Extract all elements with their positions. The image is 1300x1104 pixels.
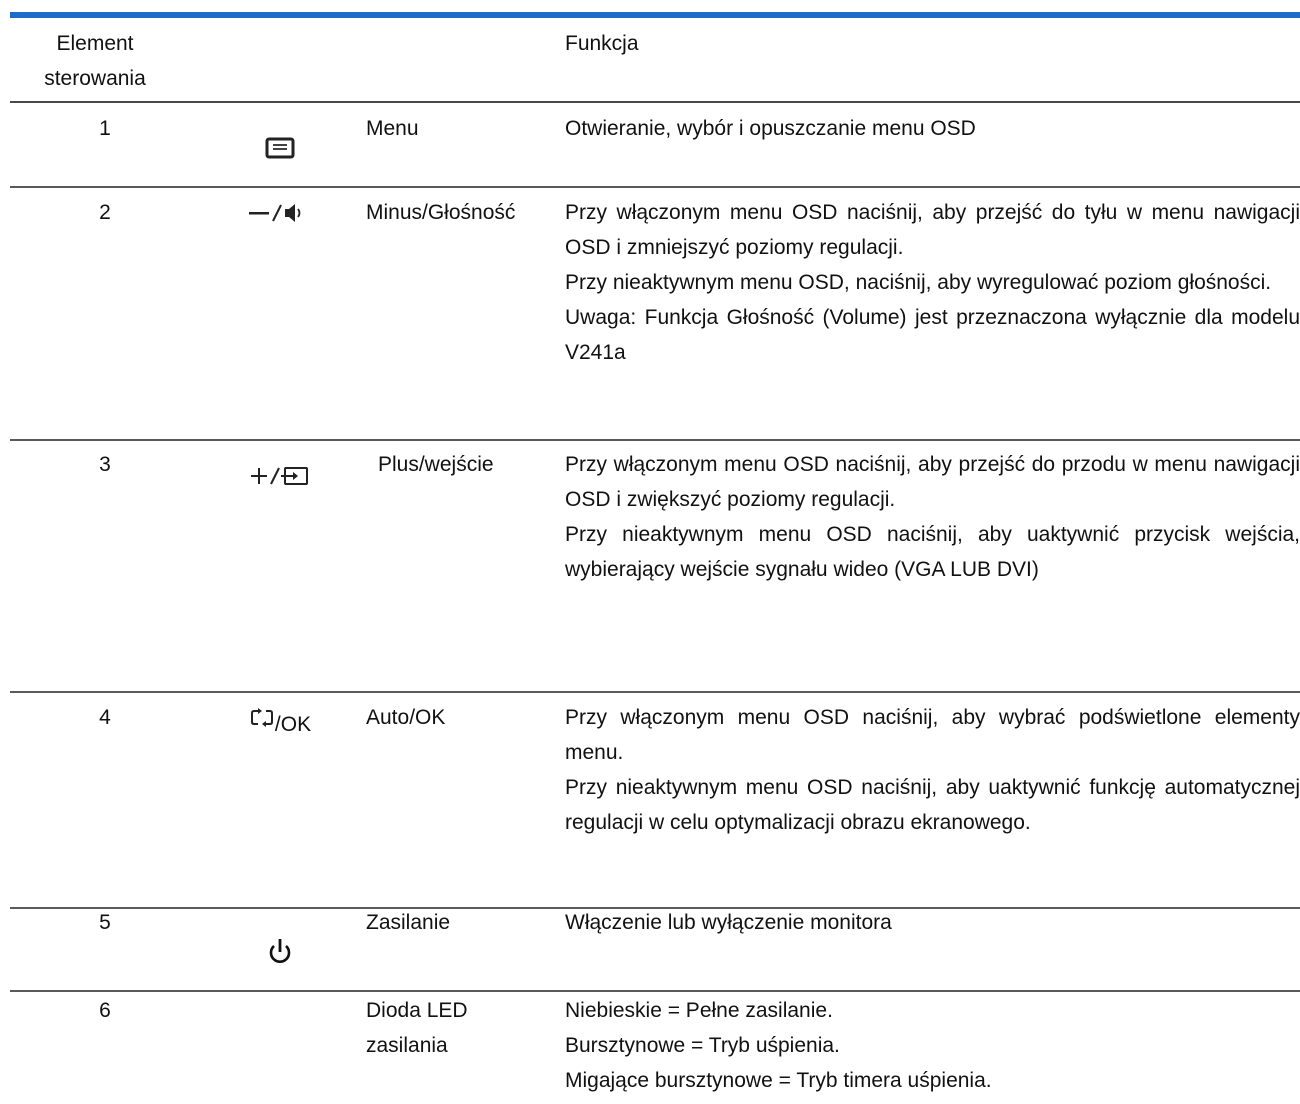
function-description: Otwieranie, wybór i opuszczanie menu OSD bbox=[565, 117, 976, 140]
function-description: Przy włączonym menu OSD naciśnij, aby przejść do przodu w menu nawigacji OSD i zwiększyć poziomy regulacji. Przy nieaktywnym menu OSD naciśnij, aby uaktywnić przycisk wejścia, wybierający wejście sygnału wideo (VGA LUB DVI) bbox=[565, 453, 1300, 581]
row-divider bbox=[10, 691, 1300, 693]
ok-label: /OK bbox=[274, 713, 312, 736]
power-icon bbox=[200, 937, 360, 967]
function-description: Niebieskie = Pełne zasilanie. Bursztynowe = Tryb uśpienia. Migające bursztynowe = Tryb timera uśpienia. bbox=[565, 999, 992, 1092]
function-description: Włączenie lub wyłączenie monitora bbox=[565, 911, 892, 934]
row-divider bbox=[10, 439, 1300, 441]
column-header-element: Element sterowania bbox=[44, 32, 146, 90]
column-header-function: Funkcja bbox=[565, 32, 639, 55]
plus-input-icon bbox=[200, 463, 360, 489]
control-name: Auto/OK bbox=[366, 706, 446, 729]
control-name: Minus/Głośność bbox=[366, 201, 516, 224]
row-number: 6 bbox=[99, 999, 111, 1022]
menu-icon bbox=[200, 136, 360, 160]
row-number: 2 bbox=[99, 201, 111, 224]
header-divider bbox=[10, 101, 1300, 103]
control-name: Plus/wejście bbox=[378, 453, 494, 476]
control-name: Dioda LED zasilania bbox=[366, 999, 468, 1057]
table-top-rule bbox=[10, 12, 1300, 18]
control-name: Zasilanie bbox=[366, 911, 451, 934]
function-description: Przy włączonym menu OSD naciśnij, aby wybrać podświetlone elementy menu. Przy nieaktywnym menu OSD naciśnij, aby uaktywnić funkcję automatycznej regulacji w celu optymalizacji obrazu ekranowego. bbox=[565, 706, 1300, 834]
minus-volume-icon bbox=[200, 201, 360, 225]
function-description: Przy włączonym menu OSD naciśnij, aby przejść do tyłu w menu nawigacji OSD i zmniejszyć poziomy regulacji. Przy nieaktywnym menu OSD, naciśnij, aby wyregulować poziom głośności. Uwaga: Funkcja Głośność (Volume) jest przeznaczona wyłącznie dla modelu V241a bbox=[565, 201, 1300, 364]
row-divider bbox=[10, 186, 1300, 188]
row-number: 4 bbox=[99, 706, 111, 729]
row-divider bbox=[10, 990, 1300, 992]
row-number: 1 bbox=[99, 117, 111, 140]
control-name: Menu bbox=[366, 117, 419, 140]
row-number: 5 bbox=[99, 911, 111, 934]
row-number: 3 bbox=[99, 453, 111, 476]
auto-ok-icon bbox=[200, 706, 360, 736]
